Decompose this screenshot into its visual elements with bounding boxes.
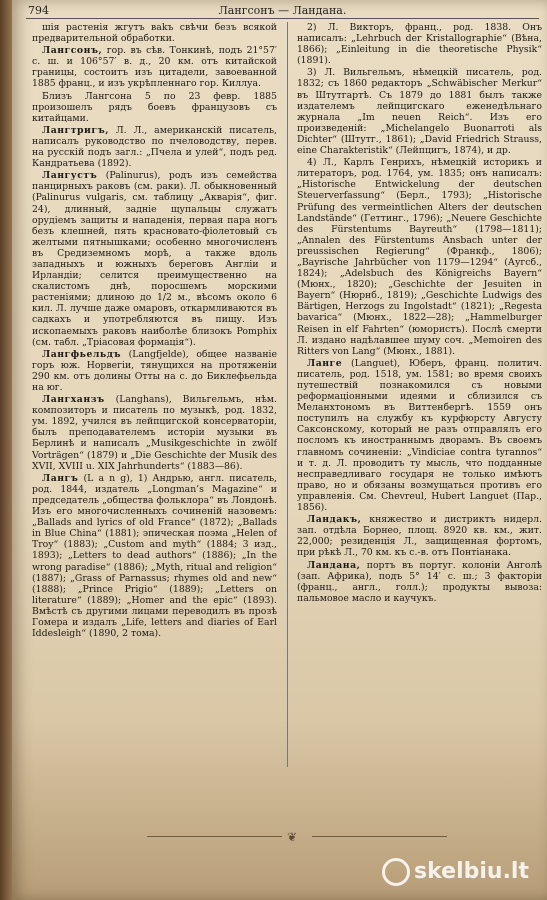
entry-text: (Langhans), Вильгельмъ, нѣм. композиторъ и писатель по музыкѣ, род. 1832, ум. 1892, учился въ лейпцигской консерваторіи, былъ преподавателемъ исторіи музыки въ Берлинѣ и написалъ „Musikgeschichte in zwölf Vorträgen“ (1879) и „Die Geschichte der Musik des XVII, XVIII u. XIX Jahrhunderts“ (1883—86).	[32, 394, 277, 472]
dictionary-entry	[32, 349, 277, 393]
entry-text: (Palinurus), родъ изъ семейства панцирныхъ раковъ (см. раки). Л. обыкновенный (Palinurus vulgaris, см. таблицу „Акварія“, фиг. 24), длинный, задніе щупальцы служатъ орудіемъ защиты и нападенія, первая пара ногъ безъ клешней, пять красновато-фіолетовый съ желтыми пятнышками; особенно многочисленъ въ Средиземномъ морѣ, а также вдоль западныхъ и южныхъ береговъ Англіи и Ирландіи; селится преимущественно на скалистомъ днѣ, поросшемъ морскими растеніями; длиною до 1/2 м., вѣсомъ около 6 кил. Л. лучше даже омаровъ, откармливаются въ садкахъ и употребляются въ пищу. Изъ ископаемыхъ раковъ наиболѣе близокъ Pomphix (см. табл. „Тріасовая формація“).	[32, 170, 277, 348]
entry-text: (L a n g), 1) Андрью, англ. писатель, род. 1844, издатель „Longman’s Magazine“ и председатель „общества фольклора“ въ Лондонѣ. Изъ его многочисленныхъ сочиненій назовемъ: „Ballads and lyrics of old France“ (1872); „Ballads in Blue China“ (1881); эпическая поэма „Helen of Troy“ (1883); „Custom and myth“ (1884; 3 изд., 1893); „Letters to dead authors“ (1886); „In the wrong paradise“ (1886); „Myth, ritual and religion“ (1887); „Grass of Parnassus; rhymes old and new“ (1888); „Prince Prigio“ (1889); „Letters on literature“ (1889); „Homer and the epic“ (1893). Вмѣстѣ съ другими лицами переводилъ въ прозѣ Гомера и издалъ „Life, letters and diaries of Earl Iddesleigh“ (1890, 2 тома).	[32, 472, 277, 640]
entry-text: 4) Л., Карлъ Генрихъ, нѣмецкій историкъ и литераторъ, род. 1764, ум. 1835; онъ написалъ: „Historische Entwickelung der deutschen Steuerverfassung“ (Берл., 1793); „Historische Prüfung des vermeintlichen Alters der deutschen Landstände“ (Геттинг., 1796); „Neuere Geschichte des Fürstentums Bayreuth“ (1798—1811); „Annalen des Fürstentums Ansbach unter der preussischen Regierung“ (Франкф., 1806); „Bayrische Jahrbücher von 1179—1294“ (Аугсб., 1824); „Adelsbuch des Königreichs Bayern“ (Мюнх., 1820); „Geschichte der Jesuiten in Bayern“ (Нюрнб., 1819); „Geschichte Ludwigs des Bärtigen, Herzogs zu Ingolstadt“ (1821); „Regesta bavarica“ (Мюнх., 1822—28); „Hammelburger Reisen in elf Fahrten“ (юмористъ). Послѣ смерти Л. издано надѣлавшее шуму соч. „Memoiren des Ritters von Lang“ (Мюнх., 1881).	[297, 157, 542, 357]
dictionary-entry	[297, 560, 542, 604]
ornament-flourish-icon: ❦	[287, 830, 298, 844]
entry-text: княжество и дистриктъ нидерл. зап. отдѣла Борнео, площ. 8920 кв. км., жит. 22,000; резиденція Л., защищенная фортомъ, при рѣкѣ Л., 70 км. къ с.-в. отъ Понтіанака.	[297, 514, 542, 559]
entry-text: гор. въ сѣв. Тонкинѣ, подъ 21°57′ с. ш. и 106°57′ в. д., 20 км. отъ китайской границы, состоитъ изъ цитадели, завоеванной 1885 франц., и изъ укрѣпленнаго гор. Киллуа.	[32, 45, 277, 90]
page-number: 794	[28, 4, 49, 17]
ornament-line-left	[147, 836, 282, 837]
entry-text: Л. Л., американскій писатель, написалъ руководство по пчеловодству, перев. на русскій подъ загл.: „Пчела и улей“, подъ ред. Кандратьева (1892).	[32, 124, 277, 170]
entry-headword: Лангсонъ,	[42, 45, 103, 57]
right-column	[297, 22, 542, 772]
entry-text: 3) Л. Вильгельмъ, нѣмецкій писатель, род. 1832; съ 1860 редакторъ „Schwäbischer Merkur“ въ Штутгартѣ. Съ 1879 до 1881 былъ также издателемъ лейпцигскаго еженедѣльнаго журнала „Im neuen Reich“. Изъ его произведеній: „Michelangelo Buonarroti als Dichter“ (Штутг., 1861); „David Friedrich Strauss, eine Charakteristik“ (Лейпцигъ, 1874), и др.	[297, 67, 542, 157]
dictionary-entry	[297, 67, 542, 156]
dictionary-entry	[32, 45, 277, 89]
dictionary-entry	[32, 22, 277, 44]
end-ornament	[147, 830, 447, 844]
entry-text: (Languet), Юберъ, франц. политич. писатель, род. 1518, ум. 1581; во время своихъ путешествій познакомился съ новыми реформаціонными идеями и сблизился съ Меланхтономъ въ Виттенбергѣ. 1559 онъ поступилъ на службу къ курфюрсту Августу Саксонскому, который не разъ отправлялъ его посломъ къ иностраннымъ дворамъ. Въ своемъ главномъ сочиненіи: „Vindiciae contra tyrannos“ и т. д. Л. проводитъ ту мысль, что подданные несправедливаго государя не только имѣютъ право, но и обязаны возмущаться противъ его управленія. См. Chevreul, Hubert Languet (Пар., 1856).	[297, 357, 542, 514]
watermark-text: skelbiu.lt	[414, 859, 529, 884]
entry-text: (Langfjelde), общее названіе горъ юж. Норвегіи, тянущихся на протяженіи 290 км. отъ долины Отты на с. до Биклефьельда на юг.	[32, 348, 277, 393]
book-page	[12, 0, 547, 900]
entry-headword: Ландакъ,	[307, 514, 362, 526]
entry-headword: Лангъ	[42, 472, 79, 484]
entry-headword: Ланге	[307, 357, 343, 369]
dictionary-entry	[32, 170, 277, 348]
dictionary-entry	[32, 473, 277, 639]
page-title: Лангсонъ — Ландана.	[218, 4, 347, 17]
dictionary-entry	[32, 125, 277, 169]
dictionary-entry	[32, 394, 277, 472]
column-divider	[287, 22, 288, 767]
entry-headword: Лангханзъ	[42, 394, 105, 406]
dictionary-entry	[297, 157, 542, 357]
entry-headword: Лангфьельдъ	[42, 348, 122, 360]
entry-headword: Лангустъ	[42, 170, 98, 182]
watermark	[382, 858, 529, 886]
header-rule	[26, 18, 539, 19]
entry-text: шія растенія жгутъ ваkъ свѣчи безъ всякой предварительной обработки.	[32, 22, 277, 45]
entry-text: Близъ Лангсона 5 по 23 февр. 1885 произошелъ рядъ боевъ французовъ съ китайцами.	[32, 90, 277, 124]
entry-headword: Лангтригъ,	[42, 124, 109, 136]
dictionary-entry	[297, 358, 542, 513]
left-column	[32, 22, 277, 772]
dictionary-entry	[297, 514, 542, 558]
entry-text: 2) Л. Викторъ, франц., род. 1838. Онъ написалъ: „Lehrbuch der Kristallographie“ (Вѣна, 1866); „Einleitung in die theoretische Physik“ (1891).	[297, 22, 542, 67]
dictionary-entry	[32, 91, 277, 124]
entry-headword: Ландана,	[307, 559, 361, 571]
dictionary-entry	[297, 22, 542, 66]
entry-text: портъ въ португ. колоніи Анголѣ (зап. Африка), подъ 5° 14′ с. ш.; 3 факторіи (франц., англ., голл.); продукты вывоза: пальмовое масло и каучукъ.	[297, 559, 542, 604]
watermark-logo-icon	[382, 858, 410, 886]
ornament-line-right	[312, 836, 447, 837]
